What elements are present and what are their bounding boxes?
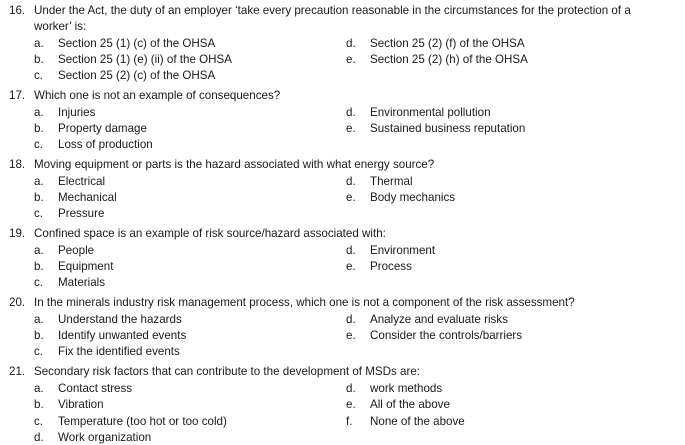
option-letter: e. [346,398,356,411]
option-letter: d. [346,382,356,395]
question-number: 17. [9,89,26,102]
option-text: Body mechanics [370,191,456,204]
option-letter: e. [346,122,356,135]
option-text: Equipment [58,260,114,273]
option-letter: d. [346,313,356,326]
option-text: Contact stress [58,382,133,395]
option-text: Section 25 (2) (h) of the OHSA [370,53,528,66]
option-text: People [58,244,95,257]
option-text: Loss of production [58,138,153,151]
option-letter: d. [346,175,356,188]
question-number: 19. [9,227,26,240]
option-text: Thermal [370,175,413,188]
option-text: Environment [370,244,436,257]
option-letter: a. [34,313,44,326]
option-text: Fix the identified events [58,345,180,358]
option-letter: b. [34,329,44,342]
option-letter: a. [34,244,44,257]
option-letter: e. [346,191,356,204]
option-letter: f. [346,415,353,428]
option-letter: a. [34,175,44,188]
option-text: Mechanical [58,191,117,204]
question-text: In the minerals industry risk management process, which one is not a component of the risk assessment? [34,296,575,309]
option-text: Temperature (too hot or too cold) [58,415,227,428]
option-letter: a. [34,382,44,395]
option-text: Property damage [58,122,147,135]
option-letter: c. [34,207,44,220]
option-text: work methods [370,382,443,395]
option-text: Environmental pollution [370,106,491,119]
option-text: Understand the hazards [58,313,182,326]
option-letter: b. [34,398,44,411]
option-text: Analyze and evaluate risks [370,313,508,326]
option-letter: c. [34,138,44,151]
option-text: Identify unwanted events [58,329,187,342]
option-letter: c. [34,69,44,82]
option-letter: d. [346,244,356,257]
option-letter: b. [34,53,44,66]
option-letter: a. [34,106,44,119]
option-letter: e. [346,329,356,342]
option-letter: c. [34,345,44,358]
question-number: 21. [9,365,26,378]
option-letter: e. [346,260,356,273]
option-letter: b. [34,260,44,273]
question-text: Which one is not an example of consequences? [34,89,281,102]
question-text: Confined space is an example of risk source/hazard associated with: [34,227,386,240]
question-text: Moving equipment or parts is the hazard associated with what energy source? [34,158,435,171]
question-text-continued: worker’ is: [34,20,87,33]
option-text: Section 25 (1) (e) (ii) of the OHSA [58,53,232,66]
option-letter: b. [34,191,44,204]
option-text: Pressure [58,207,105,220]
option-text: Work organization [58,431,152,444]
option-letter: c. [34,276,44,289]
option-letter: d. [346,37,356,50]
option-text: Process [370,260,412,273]
option-text: Sustained business reputation [370,122,526,135]
option-text: All of the above [370,398,450,411]
question-number: 16. [9,4,26,17]
option-text: Electrical [58,175,106,188]
option-text: Injuries [58,106,96,119]
option-letter: d. [346,106,356,119]
option-text: Section 25 (2) (f) of the OHSA [370,37,525,50]
question-number: 18. [9,158,26,171]
question-text: Under the Act, the duty of an employer ‘take every precaution reasonable in the circumstances for the protection of a [34,4,631,17]
option-text: Consider the controls/barriers [370,329,523,342]
option-text: Section 25 (2) (c) of the OHSA [58,69,216,82]
option-letter: c. [34,415,44,428]
question-text: Secondary risk factors that can contribute to the development of MSDs are: [34,365,421,378]
option-text: None of the above [370,415,465,428]
option-letter: d. [34,431,44,444]
option-text: Section 25 (1) (c) of the OHSA [58,37,216,50]
option-letter: e. [346,53,356,66]
question-number: 20. [9,296,26,309]
option-text: Vibration [58,398,104,411]
option-letter: b. [34,122,44,135]
option-letter: a. [34,37,44,50]
option-text: Materials [58,276,106,289]
